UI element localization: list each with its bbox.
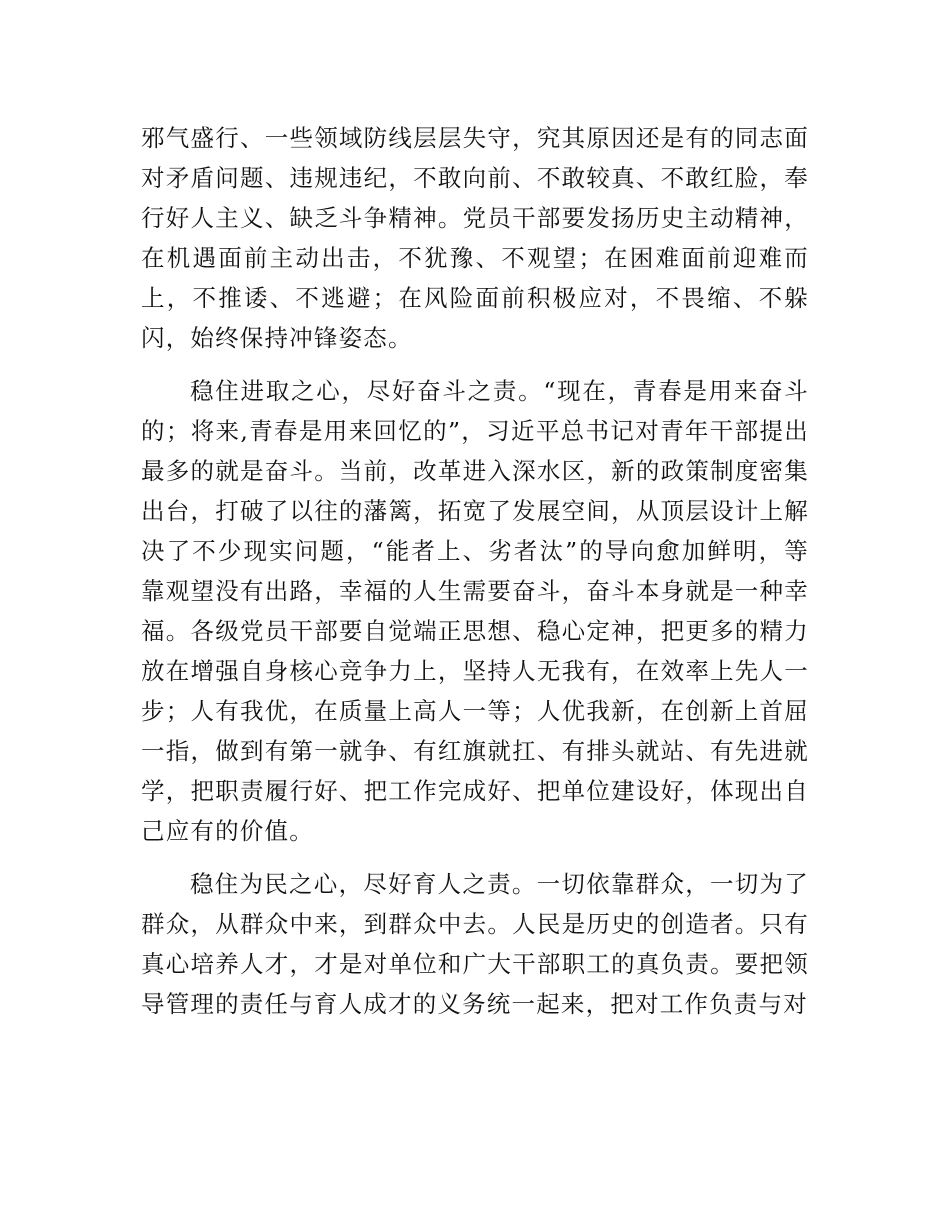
paragraph-struggle: 稳住进取之心，尽好奋斗之责。“现在，青春是用来奋斗的；将来,青春是用来回忆的”，习近平总书记对青年干部提出最多的就是奋斗。当前，改革进入深水区，新的政策制度密集出台，打破了以往的藩篱，拓宽了发展空间，从顶层设计上解决了不少现实问题，“能者上、劣者汰”的导向愈加鲜明，等靠观望没有出路，幸福的人生需要奋斗，奋斗本身就是一种幸福。各级党员干部要自觉端正思想、稳心定神，把更多的精力放在增强自身核心竞争力上，坚持人无我有，在效率上先人一步；人有我优，在质量上高人一等；人优我新，在创新上首屈一指，做到有第一就争、有红旗就扛、有排头就站、有先进就学，把职责履行好、把工作完成好、把单位建设好，体现出自己应有的价值。 — [141, 377, 809, 845]
document-body — [141, 118, 809, 1037]
paragraph-continuation: 邪气盛行、一些领域防线层层失守，究其原因还是有的同志面对矛盾问题、违规违纪，不敢向前、不敢较真、不敢红脸，奉行好人主义、缺乏斗争精神。党员干部要发扬历史主动精神，在机遇面前主动出击，不犹豫、不观望；在困难面前迎难而上，不推诿、不逃避；在风险面前积极应对，不畏缩、不躲闪，始终保持冲锋姿态。 — [141, 124, 809, 352]
paragraph-people: 稳住为民之心，尽好育人之责。一切依靠群众，一切为了群众，从群众中来，到群众中去。人民是历史的创造者。只有真心培养人才，才是对单位和广大干部职工的真负责。要把领导管理的责任与育人成才的义务统一起来，把对工作负责与对 — [141, 870, 809, 1018]
